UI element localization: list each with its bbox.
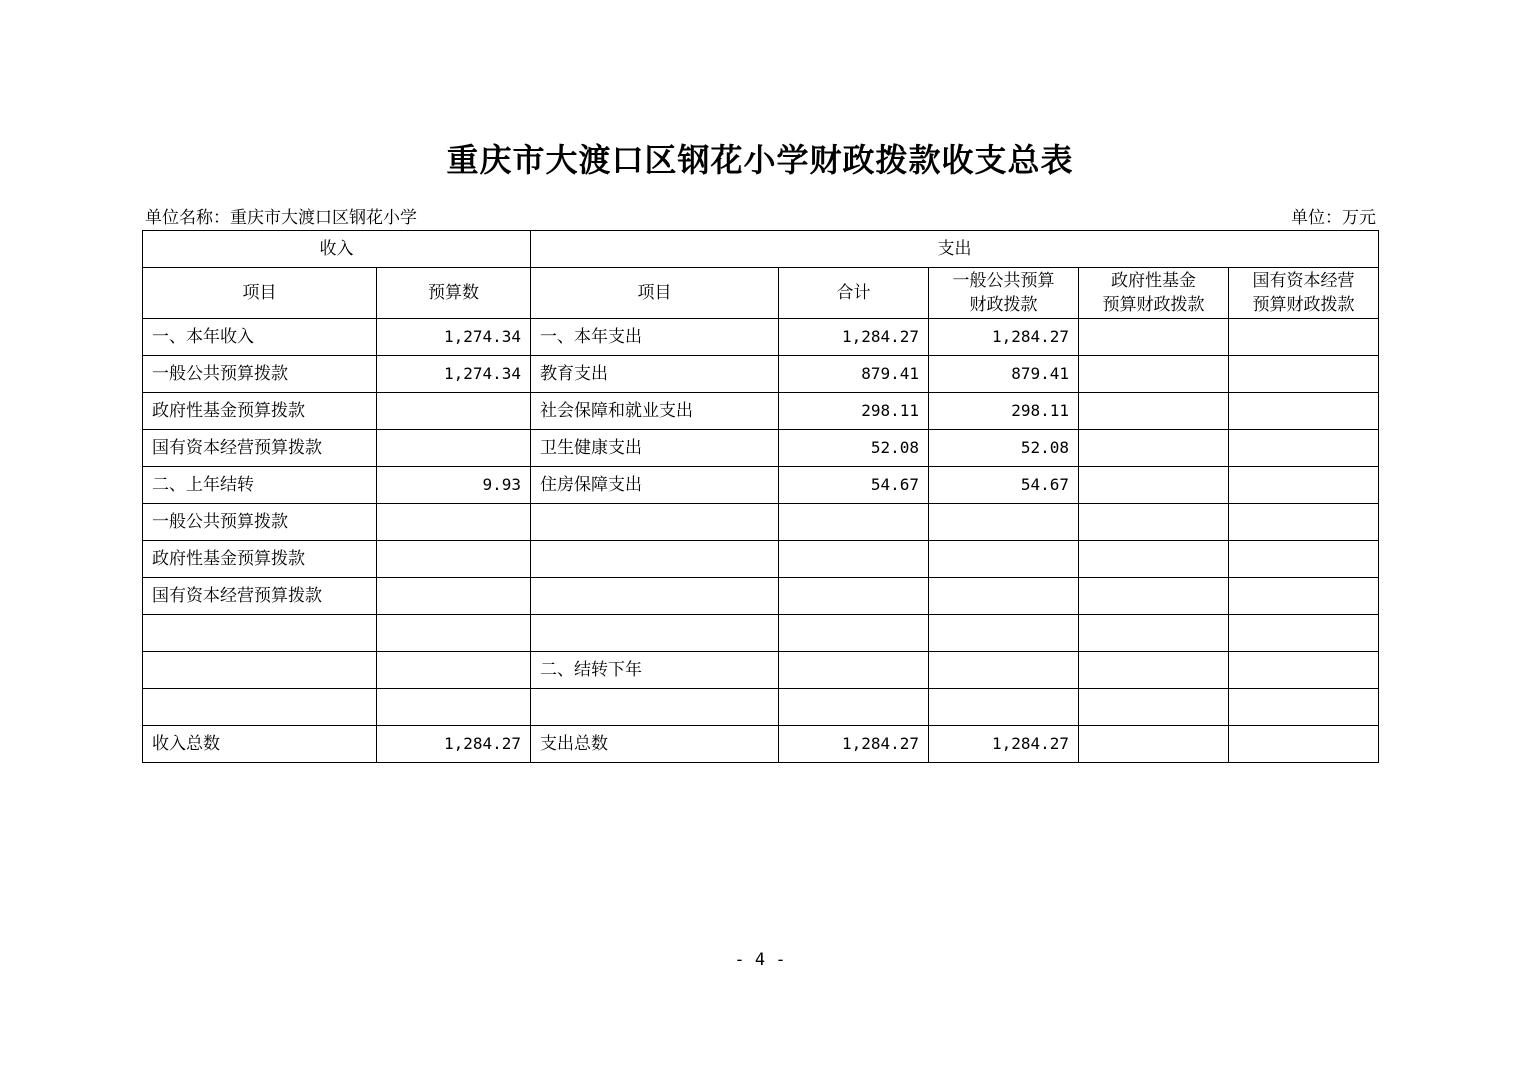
total-cell: 52.08 (779, 430, 929, 467)
income-item-cell: 二、上年结转 (143, 467, 377, 504)
state-capital-cell (1229, 578, 1379, 615)
page-title: 重庆市大渡口区钢花小学财政拨款收支总表 (446, 141, 1074, 179)
state-capital-cell (1229, 541, 1379, 578)
state-capital-cell (1229, 393, 1379, 430)
table-row (143, 578, 1379, 615)
total-cell (779, 578, 929, 615)
general-budget-header-line1: 一般公共预算 (952, 271, 1055, 291)
gov-fund-cell (1079, 504, 1229, 541)
income-item-cell: 一般公共预算拨款 (143, 504, 377, 541)
income-budget-cell (377, 504, 531, 541)
total-header: 合计 (779, 268, 929, 319)
income-budget-cell: 9.93 (377, 467, 531, 504)
table-row (143, 652, 1379, 689)
total-cell: 54.67 (779, 467, 929, 504)
general-budget-cell (929, 615, 1079, 652)
gov-fund-header-line1: 政府性基金 (1111, 271, 1196, 291)
general-budget-cell: 298.11 (929, 393, 1079, 430)
total-cell: 879.41 (779, 356, 929, 393)
table-row (143, 319, 1379, 356)
state-capital-header (1229, 268, 1379, 319)
income-item-cell: 收入总数 (143, 726, 377, 763)
income-budget-header: 预算数 (377, 268, 531, 319)
income-budget-cell (377, 689, 531, 726)
income-budget-cell (377, 652, 531, 689)
income-budget-cell (377, 615, 531, 652)
general-budget-cell: 1,284.27 (929, 726, 1079, 763)
total-cell: 298.11 (779, 393, 929, 430)
state-capital-cell (1229, 356, 1379, 393)
table-row (143, 541, 1379, 578)
finance-summary-table (142, 230, 1379, 763)
income-budget-cell: 1,274.34 (377, 319, 531, 356)
income-budget-cell (377, 578, 531, 615)
income-item-cell (143, 615, 377, 652)
table-row (143, 356, 1379, 393)
expense-item-header: 项目 (531, 268, 779, 319)
income-item-cell (143, 652, 377, 689)
table-row (143, 504, 1379, 541)
expense-item-cell: 卫生健康支出 (531, 430, 779, 467)
expense-item-cell: 社会保障和就业支出 (531, 393, 779, 430)
table-row (143, 615, 1379, 652)
total-cell (779, 615, 929, 652)
income-budget-cell (377, 430, 531, 467)
table-row (143, 689, 1379, 726)
general-budget-cell: 54.67 (929, 467, 1079, 504)
general-budget-cell: 879.41 (929, 356, 1079, 393)
income-budget-cell: 1,274.34 (377, 356, 531, 393)
general-budget-header-line2: 财政拨款 (969, 295, 1038, 315)
state-capital-header-line2: 预算财政拨款 (1252, 295, 1355, 315)
unit-name-label: 单位名称：重庆市大渡口区钢花小学 (145, 208, 417, 228)
income-group-header: 收入 (143, 231, 531, 268)
income-budget-cell (377, 393, 531, 430)
state-capital-cell (1229, 726, 1379, 763)
income-item-cell: 政府性基金预算拨款 (143, 393, 377, 430)
expense-item-cell: 二、结转下年 (531, 652, 779, 689)
gov-fund-cell (1079, 689, 1229, 726)
expense-item-cell: 支出总数 (531, 726, 779, 763)
general-budget-cell: 52.08 (929, 430, 1079, 467)
expense-item-cell: 住房保障支出 (531, 467, 779, 504)
expense-item-cell: 教育支出 (531, 356, 779, 393)
expense-item-cell (531, 615, 779, 652)
gov-fund-header (1079, 268, 1229, 319)
gov-fund-cell (1079, 726, 1229, 763)
table-row (143, 467, 1379, 504)
expense-item-cell (531, 541, 779, 578)
gov-fund-cell (1079, 541, 1229, 578)
expense-item-cell (531, 689, 779, 726)
header-row-groups (143, 231, 1379, 268)
gov-fund-cell (1079, 430, 1229, 467)
total-cell: 1,284.27 (779, 726, 929, 763)
expense-item-cell (531, 578, 779, 615)
state-capital-cell (1229, 504, 1379, 541)
gov-fund-header-line2: 预算财政拨款 (1102, 295, 1205, 315)
gov-fund-cell (1079, 578, 1229, 615)
total-cell (779, 541, 929, 578)
total-cell: 1,284.27 (779, 319, 929, 356)
state-capital-cell (1229, 430, 1379, 467)
general-budget-cell (929, 578, 1079, 615)
gov-fund-cell (1079, 393, 1229, 430)
income-item-header: 项目 (143, 268, 377, 319)
page-number: - 4 - (734, 950, 786, 970)
expense-group-header: 支出 (531, 231, 1379, 268)
gov-fund-cell (1079, 652, 1229, 689)
table-body (143, 319, 1379, 763)
state-capital-cell (1229, 689, 1379, 726)
unit-label: 单位：万元 (1291, 208, 1376, 228)
general-budget-cell: 1,284.27 (929, 319, 1079, 356)
income-item-cell: 国有资本经营预算拨款 (143, 578, 377, 615)
income-budget-cell: 1,284.27 (377, 726, 531, 763)
general-budget-cell (929, 504, 1079, 541)
expense-item-cell: 一、本年支出 (531, 319, 779, 356)
income-item-cell: 一般公共预算拨款 (143, 356, 377, 393)
total-cell (779, 504, 929, 541)
state-capital-cell (1229, 319, 1379, 356)
total-cell (779, 689, 929, 726)
header-row-columns (143, 268, 1379, 319)
state-capital-cell (1229, 467, 1379, 504)
income-item-cell (143, 689, 377, 726)
state-capital-cell (1229, 615, 1379, 652)
general-budget-cell (929, 541, 1079, 578)
income-item-cell: 国有资本经营预算拨款 (143, 430, 377, 467)
table-row (143, 393, 1379, 430)
income-item-cell: 政府性基金预算拨款 (143, 541, 377, 578)
state-capital-cell (1229, 652, 1379, 689)
general-budget-cell (929, 652, 1079, 689)
gov-fund-cell (1079, 356, 1229, 393)
state-capital-header-line1: 国有资本经营 (1252, 271, 1355, 291)
gov-fund-cell (1079, 615, 1229, 652)
income-budget-cell (377, 541, 531, 578)
general-budget-header (929, 268, 1079, 319)
expense-item-cell (531, 504, 779, 541)
gov-fund-cell (1079, 319, 1229, 356)
total-cell (779, 652, 929, 689)
gov-fund-cell (1079, 467, 1229, 504)
table-row (143, 726, 1379, 763)
table-row (143, 430, 1379, 467)
income-item-cell: 一、本年收入 (143, 319, 377, 356)
general-budget-cell (929, 689, 1079, 726)
